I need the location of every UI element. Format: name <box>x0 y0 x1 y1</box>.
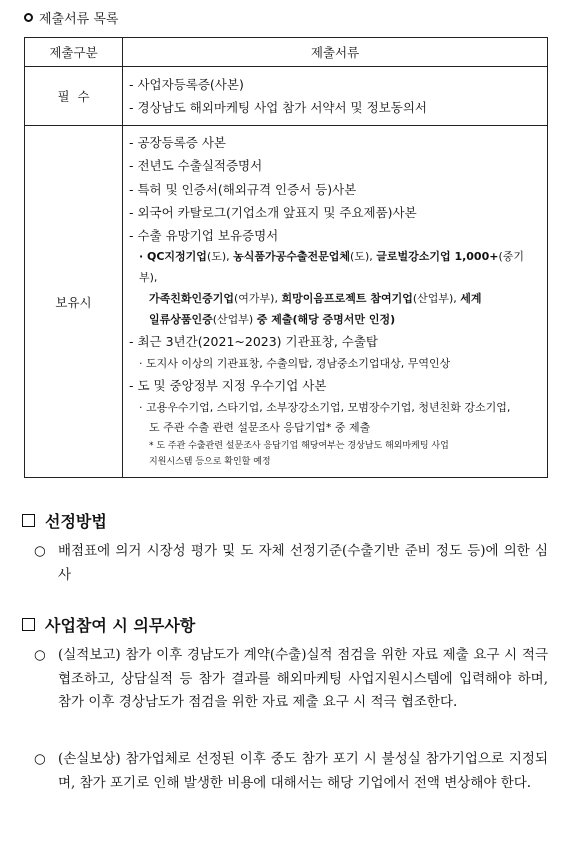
list-item: - 도 및 중앙정부 지정 우수기업 사본 <box>129 378 327 394</box>
obligation-text-1: (실적보고) 참가 이후 경남도가 계약(수출)실적 점검을 위한 자료 제출 요구 시 적극 협조하고, 상담실적 등 참가 결과를 해외마케팅 사업지원시스템에 입력해야 하며, 참가 이후 경상남도가 점검을 위한 자료 제출 요구 시 적극 협조한다. <box>58 647 548 711</box>
gov-detail-2: 도 주관 수출 관련 설문조사 응답기업* 중 제출 <box>149 421 371 435</box>
note-line-2: 지원시스템 등으로 확인할 예정 <box>149 457 271 468</box>
cert-line-1 <box>129 247 541 289</box>
obligations-heading-text: 사업참여 시 의무사항 <box>45 616 196 635</box>
square-bullet-icon <box>22 514 35 527</box>
list-item: - 사업자등록증(사본) <box>129 77 244 92</box>
selection-paragraph <box>34 540 548 587</box>
required-documents <box>123 67 548 126</box>
table-header-row <box>25 38 548 67</box>
obligation-item-1 <box>34 644 548 715</box>
list-item: - 최근 3년간(2021~2023) 기관표창, 수출탑 <box>129 334 379 350</box>
list-item: - 수출 유망기업 보유증명서 <box>129 227 279 243</box>
column-header-documents: 제출서류 <box>123 38 548 67</box>
list-item: - 경상남도 해외마케팅 사업 참가 서약서 및 정보동의서 <box>129 100 427 116</box>
cert-text: 중 제출(해당 증명서만 인정) <box>256 312 396 326</box>
cert-text: 일류상품인증 <box>149 312 213 326</box>
hollow-circle-icon: ○ <box>34 751 46 767</box>
list-item: - 전년도 수출실적증명서 <box>129 158 263 174</box>
cert-text: (도), <box>350 249 377 263</box>
cert-text: 가족친화인증기업 <box>149 291 235 305</box>
cert-text: 희망이음프로젝트 참여기업 <box>281 291 413 305</box>
selection-text: 배점표에 의거 시장성 평가 및 도 자체 선정기준(수출기반 준비 정도 등)에 의한 심사 <box>58 543 548 583</box>
cert-text: 글로벌강소기업 1,000+ <box>376 249 499 263</box>
obligations-heading <box>22 613 195 636</box>
cert-text: (도), <box>206 249 234 263</box>
hollow-circle-icon: ○ <box>34 647 46 663</box>
optional-documents <box>123 126 548 478</box>
list-item: - 외국어 카탈로그(기업소개 앞표지 및 주요제품)사본 <box>129 204 417 220</box>
list-title-text: 제출서류 목록 <box>39 12 119 27</box>
documents-table <box>24 37 548 478</box>
obligation-text-2: (손실보상) 참가업체로 선정된 이후 중도 참가 포기 시 불성실 참가기업으로 지정되며, 참가 포기로 인해 발생한 비용에 대해서는 해당 기업에서 전액 변상해야 한다. <box>58 751 548 791</box>
list-title <box>24 8 118 27</box>
cert-text: (중기부), <box>139 249 525 284</box>
selection-heading <box>22 509 107 532</box>
column-header-category: 제출구분 <box>25 38 123 67</box>
cert-line-3 <box>129 310 541 331</box>
gov-detail-1: · 고용우수기업, 스타기업, 소부장강소기업, 모범장수기업, 청년친화 강소기업, <box>139 400 511 414</box>
award-detail: · 도지사 이상의 기관표창, 수출의탑, 경남중소기업대상, 무역인상 <box>139 356 451 370</box>
hollow-circle-icon: ○ <box>34 543 46 559</box>
required-label: 필 수 <box>25 67 123 126</box>
selection-heading-text: 선정방법 <box>45 512 107 531</box>
cert-text: · QC지정기업 <box>139 249 207 263</box>
cert-text: (여가부), <box>234 291 282 305</box>
optional-label: 보유시 <box>25 126 123 478</box>
table-row-optional <box>25 126 548 478</box>
cert-text: (산업부) <box>212 312 257 326</box>
obligation-item-2 <box>34 748 548 795</box>
list-item: - 공장등록증 사본 <box>129 135 226 151</box>
cert-line-2 <box>129 289 541 310</box>
list-item: - 특허 및 인증서(해외규격 인증서 등)사본 <box>129 181 357 197</box>
note-line-1: * 도 주관 수출관련 설문조사 응답기업 해당여부는 경상남도 해외마케팅 사업 <box>149 441 449 452</box>
circle-bullet-icon <box>24 13 33 22</box>
table-row-required <box>25 67 548 126</box>
cert-text: 세계 <box>460 291 482 305</box>
cert-text: 농식품가공수출전문업체 <box>233 249 351 263</box>
square-bullet-icon <box>22 618 35 631</box>
cert-text: (산업부), <box>412 291 461 305</box>
